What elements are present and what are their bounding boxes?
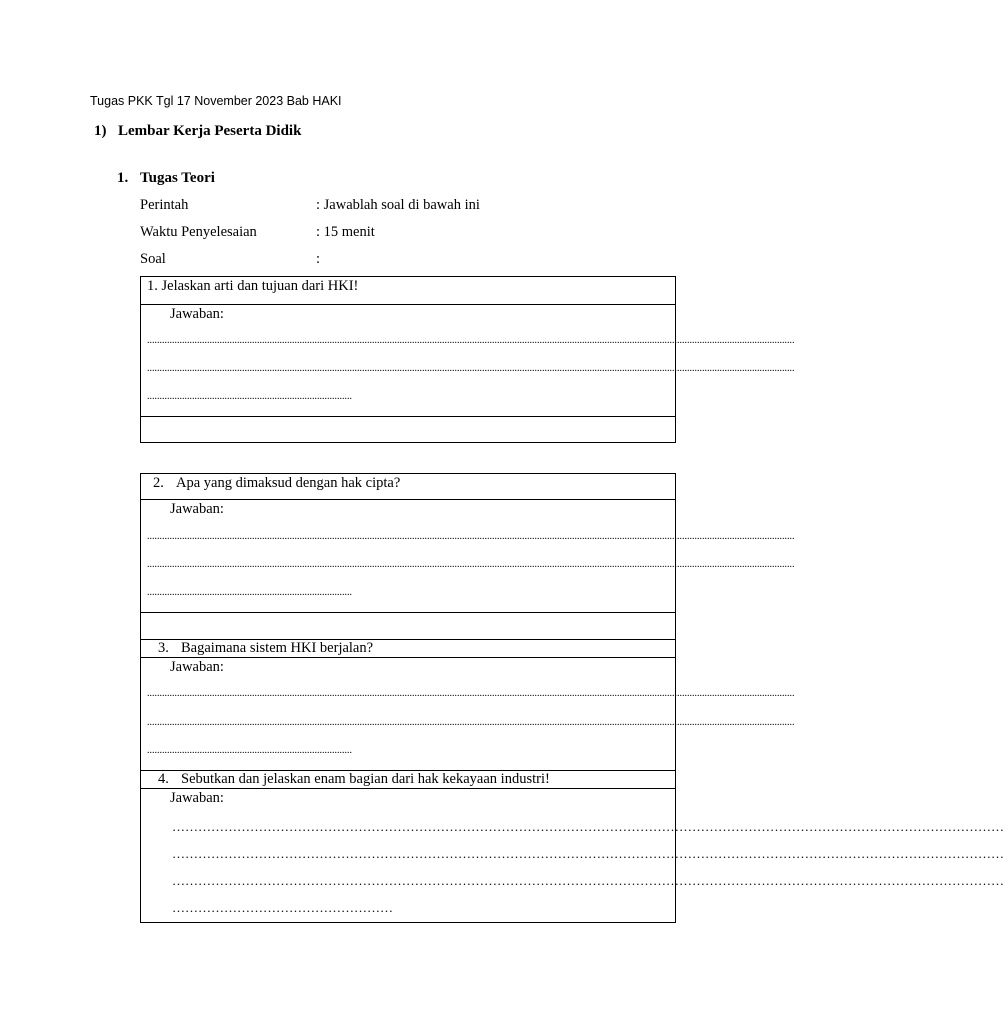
perintah-value: : Jawablah soal di bawah ini: [316, 197, 480, 213]
waktu-label: Waktu Penyelesaian: [140, 224, 257, 240]
answer-dotted-line: ...................................................................................................................................................................................................................................................................: [147, 335, 795, 346]
waktu-value: : 15 menit: [316, 224, 375, 240]
answer-dotted-line: …………………………………………………………………………………………………………………………………………………………………………: [172, 819, 1004, 834]
section-number: 1): [94, 123, 107, 139]
answer-dotted-line: ...................................................................................................................................................................................................................................................................: [147, 688, 795, 699]
divider: [141, 612, 675, 613]
document-header: Tugas PKK Tgl 17 November 2023 Bab HAKI: [90, 94, 342, 108]
answer-dotted-line: …………………………………………………………………………………………………………………………………………………………………………: [172, 873, 1004, 888]
divider: [141, 416, 675, 417]
answer-dotted-line: ..................................................................................: [147, 587, 352, 598]
answer-dotted-line: ...................................................................................................................................................................................................................................................................: [147, 363, 795, 374]
question-2-text: Apa yang dimaksud dengan hak cipta?: [176, 475, 401, 491]
divider: [141, 304, 675, 305]
subsection-title: Tugas Teori: [140, 170, 215, 186]
answer-label: Jawaban:: [170, 659, 224, 675]
question-3-number: 3.: [158, 640, 169, 656]
answer-dotted-line: …………………………………………………………………………………………………………………………………………………………………………: [172, 846, 1004, 861]
answer-dotted-line: ...................................................................................................................................................................................................................................................................: [147, 531, 795, 542]
answer-label: Jawaban:: [170, 306, 224, 322]
soal-value: :: [316, 251, 321, 267]
question-4-text: Sebutkan dan jelaskan enam bagian dari hak kekayaan industri!: [181, 771, 550, 787]
question-4-number: 4.: [158, 771, 169, 787]
question-2-number: 2.: [153, 475, 164, 491]
answer-label: Jawaban:: [170, 790, 224, 806]
divider: [141, 657, 675, 658]
answer-dotted-line: ..................................................................................: [147, 391, 352, 402]
divider: [141, 788, 675, 789]
answer-label: Jawaban:: [170, 501, 224, 517]
answer-dotted-line: ...................................................................................................................................................................................................................................................................: [147, 559, 795, 570]
perintah-label: Perintah: [140, 197, 189, 213]
question-3-text: Bagaimana sistem HKI berjalan?: [181, 640, 374, 656]
question-1-text: 1. Jelaskan arti dan tujuan dari HKI!: [147, 278, 359, 294]
subsection-number: 1.: [117, 170, 129, 186]
question-2-4-table: [140, 473, 1004, 923]
soal-label: Soal: [140, 251, 166, 267]
section-title: Lembar Kerja Peserta Didik: [118, 123, 302, 139]
answer-dotted-line: ……………………………………………: [172, 900, 393, 915]
answer-dotted-line: ...................................................................................................................................................................................................................................................................: [147, 717, 795, 728]
answer-dotted-line: ..................................................................................: [147, 745, 352, 756]
divider: [141, 499, 675, 500]
question-1-table: [140, 276, 795, 443]
